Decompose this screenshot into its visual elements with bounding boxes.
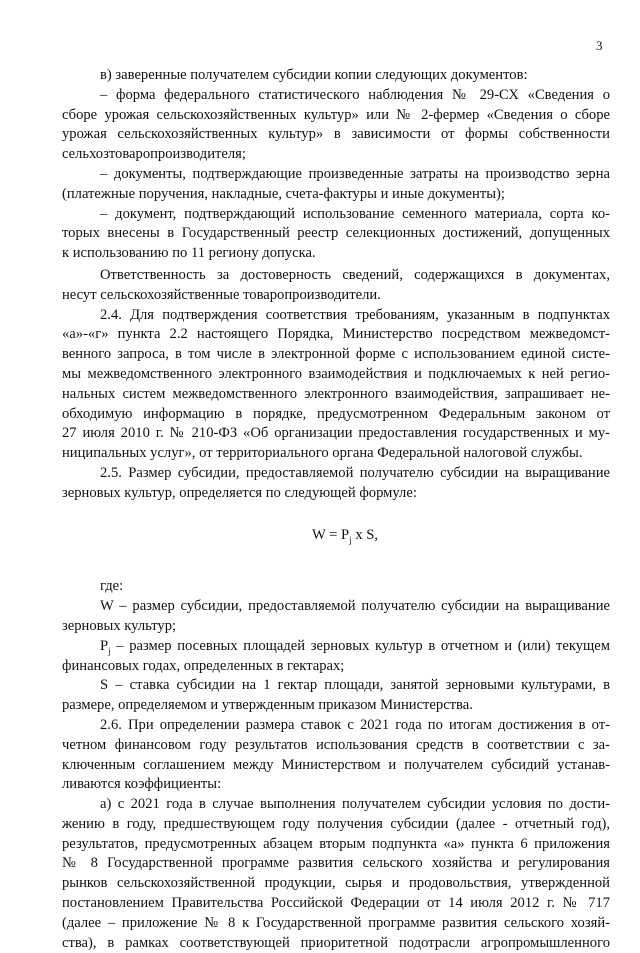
text-line: к использованию по 11 региону допуска. — [62, 245, 316, 262]
text-line: жению в году, предшествующем году получения субсидии (далее - отчетный год), — [62, 815, 610, 832]
text-line: а) с 2021 года в случае выполнения получателем субсидии условия по дости- — [100, 796, 610, 813]
text-line: Ответственность за достоверность сведений, содержащихся в документах, — [100, 266, 610, 283]
text-line: (платежные поручения, накладные, счета-фактуры и иные документы); — [62, 185, 505, 202]
text-line: сборе урожая сельскохозяйственных культур» или № 2-фермер «Сведения о сборе — [62, 106, 610, 123]
variable-p-subscript: j — [108, 645, 111, 656]
text-line: мы межведомственного электронного взаимодействия и подключаемых к ней регио- — [62, 365, 610, 382]
text-line: – документы, подтверждающие произведенные затраты на производство зерна — [100, 165, 610, 182]
formula-tail: x S, — [351, 526, 379, 543]
document-body — [62, 66, 610, 953]
text-line: – документ, подтверждающий использование семенного материала, сорта ко- — [100, 205, 610, 222]
text-line: 2.5. Размер субсидии, предоставляемой получателю субсидии на выращивание — [100, 464, 610, 481]
page-number: 3 — [596, 38, 603, 53]
text-line: обходимую информацию в порядке, предусмотренном Федеральным законом от — [62, 405, 610, 422]
text-line: в) заверенные получателем субсидии копии следующих документов: — [100, 67, 528, 83]
text-line: W – размер субсидии, предоставляемой получателю субсидии на выращивание — [100, 598, 610, 615]
text-line: постановлением Правительства Российской Федерации от 14 июля 2012 г. № 717 — [62, 895, 610, 912]
text-line: ства), в рамках соответствующей приоритетной подотрасли агропромышленного — [62, 934, 610, 951]
text-line: финансовых годах, определенных в гектарах; — [62, 657, 345, 674]
text-line: – форма федерального статистического наблюдения № 29-СХ «Сведения о — [100, 86, 610, 103]
text-line: рынков сельскохозяйственной продукции, сырья и продовольствия, утвержденной — [62, 875, 610, 892]
formula — [62, 526, 610, 546]
text-line: четном финансовом году результатов использования средств в соответствии с за- — [62, 736, 610, 753]
text-line: сельхозтоваропроизводителя; — [62, 146, 246, 163]
text-line: «а»-«г» пункта 2.2 настоящего Порядка, Министерство посредством межведомст- — [62, 326, 610, 343]
text-line: где: — [100, 578, 124, 595]
text-line: № 8 Государственной программе развития сельского хозяйства и регулирования — [62, 855, 610, 872]
text-line: размере, определяемом и утвержденным приказом Министерства. — [62, 697, 473, 714]
text-line: торых внесены в Государственный реестр селекционных достижений, допущенных — [62, 225, 610, 242]
text-line: (далее – приложение № 8 к Государственной программе развития сельского хозяй- — [62, 914, 610, 931]
text-line: 27 июля 2010 г. № 210-ФЗ «Об организации предоставления государственных и му- — [62, 425, 610, 442]
text-line: 2.6. При определении размера ставок с 2021 года по итогам достижения в от- — [100, 716, 610, 733]
text-line: несут сельскохозяйственные товаропроизводители. — [62, 286, 381, 303]
text-line: S – ставка субсидии на 1 гектар площади, занятой зерновыми культурами, в — [100, 677, 610, 694]
formula-subscript: j — [349, 534, 352, 545]
text-line: ливаются коэффициенты: — [62, 776, 222, 793]
text-line: ниципальных услуг», от территориального органа Федеральной налоговой службы. — [62, 445, 583, 462]
text-line: нальных систем межведомственного электронного взаимодействия, запрашивает не- — [62, 385, 610, 402]
formula-main: W = P — [312, 526, 350, 543]
text-line: зерновых культур, определяется по следующей формуле: — [62, 484, 417, 501]
text-line: зерновых культур; — [62, 617, 177, 634]
variable-p-definition: – размер посевных площадей зерновых культур в отчетном и (или) текущем — [110, 637, 610, 654]
text-line — [62, 637, 610, 657]
text-line: урожая сельскохозяйственных культур» в зависимости от формы собственности — [62, 126, 610, 143]
text-line: венного запроса, в том числе в электронной форме с использованием единой систе- — [62, 346, 610, 363]
text-line: ключенным соглашением между Министерством и получателем субсидий устанав- — [62, 756, 610, 773]
text-line: 2.4. Для подтверждения соответствия требованиям, указанным в подпунктах — [100, 306, 610, 323]
text-line: результатов, предусмотренных абзацем вторым подпункта «а» пункта 6 приложения — [62, 835, 610, 852]
variable-p: P — [100, 637, 109, 654]
